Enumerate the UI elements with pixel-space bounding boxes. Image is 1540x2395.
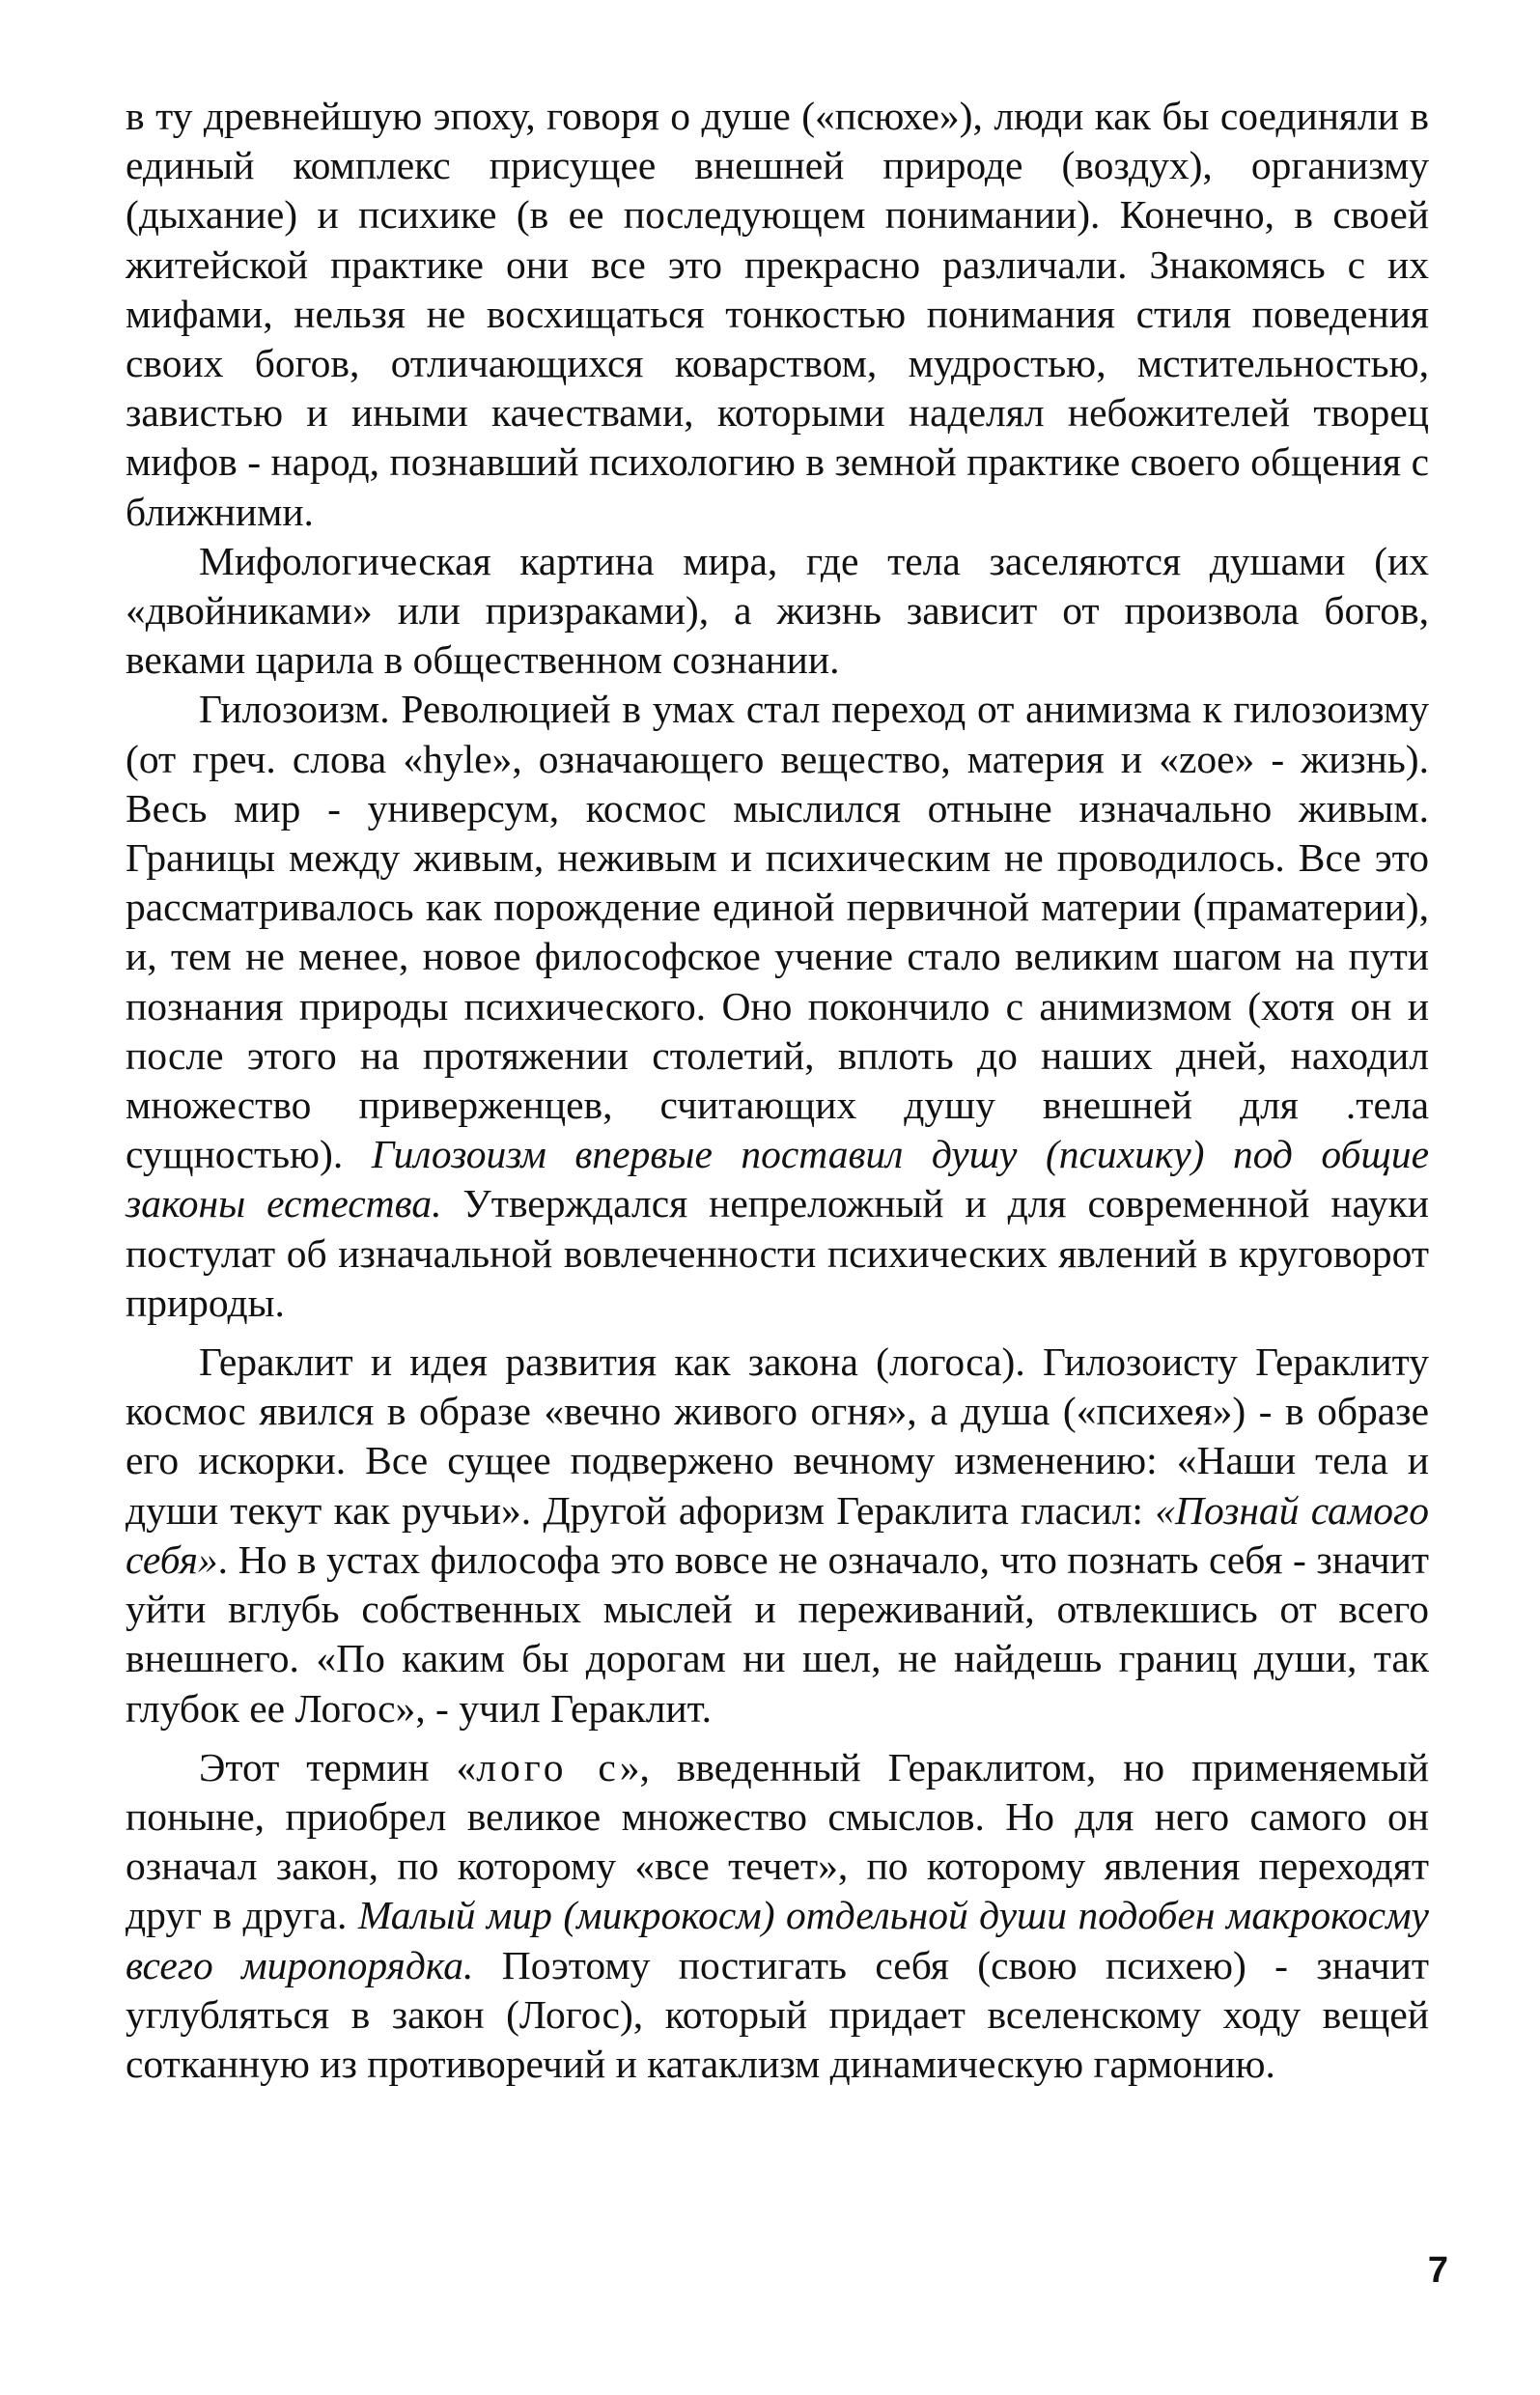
body-text — [126, 92, 1429, 2089]
paragraph-text: », введенный Гераклитом, но применяемый поныне, приобрел великое множество смыслов. Но для него самого он означал закон, по которому «все течет», по которому явления переходят друг в друга. — [126, 1744, 1429, 1938]
italic-emphasis: Гилозоизм впервые поставил душу (психику) под общие законы естества. — [126, 1132, 1429, 1226]
paragraph-text: Этот термин « — [199, 1744, 477, 1789]
italic-emphasis: «Познай самого себя» — [126, 1487, 1429, 1582]
spaced-term: лого с — [476, 1744, 620, 1789]
paragraph-text: Мифологическая картина мира, где тела заселяются душами (их «двойниками» или призраками), а жизнь зависит от произвола богов, веками царила в общественном сознании. — [126, 538, 1429, 683]
paragraph-mythological-picture — [126, 537, 1429, 686]
paragraph-text: Поэтому постигать себя (свою психею) - значит углубляться в закон (Логос), который придает вселенскому ходу вещей сотканную из противоречий и катаклизм динамическую гармонию. — [126, 1942, 1429, 2086]
paragraph-heraclitus — [126, 1338, 1429, 1733]
paragraph-text: Гераклит и идея развития как закона (логоса). Гилозоисту Гераклиту космос явился в образе «вечно живого огня», а душа («психея») - в образе его искорки. Все сущее подвержено вечному изменению: «Наши тела и души текут как ручьи». Другой афоризм Гераклита гласил: — [126, 1339, 1429, 1533]
paragraph-text: Гилозоизм. Революцией в умах стал переход от анимизма к гилозоизму (от греч. слова «hyle», означающего вещество, материя и «zoe» - жизнь). Весь мир - универсум, космос мыслился отныне изначально живым. Границы между живым, неживым и психическим не проводилось. Все это рассматривалось как порождение единой первичной материи (праматерии), и, тем не менее, новое философское учение стало великим шагом на пути познания природы психического. Оно покончило с анимизмом (хотя он и после этого на протяжении столетий, вплоть до наших дней, находил множество приверженцев, считающих душу внешней для .тела сущностью). — [126, 687, 1429, 1177]
page-number: 7 — [1427, 2250, 1448, 2291]
paragraph-text: . Но в устах философа это вовсе не означало, что познать себя - значит уйти вглубь собственных мыслей и переживаний, отвлекшись от всего внешнего. «По каким бы дорогам ни шел, не найдешь границ души, так глубок ее Логос», - учил Гераклит. — [126, 1536, 1429, 1731]
paragraph-text: Утверждался непреложный и для современной науки постулат об изначальной вовлеченности психических явлений в круговорот природы. — [126, 1181, 1429, 1325]
paragraph-text: в ту древнейшую эпоху, говоря о душе («псюхе»), люди как бы соединяли в единый комплекс присущее внешней природе (воздух), организму (дыхание) и психике (в ее последующем понимании). Конечно, в своей житейской практике они все это прекрасно различали. Знакомясь с их мифами, нельзя не восхищаться тонкостью понимания стиля поведения своих богов, отличающихся коварством, мудростью, мстительностью, завистью и иными качествами, которыми наделял небожителей творец мифов - народ, познавший психологию в земной практике своего общения с ближними. — [126, 94, 1429, 534]
paragraph-1-continuation — [126, 92, 1429, 537]
paragraph-logos — [126, 1743, 1429, 2089]
italic-emphasis: Малый мир (микрокосм) отдельной души подобен макрокосму всего миропорядка. — [126, 1893, 1429, 1987]
paragraph-hylozoism — [126, 685, 1429, 1328]
